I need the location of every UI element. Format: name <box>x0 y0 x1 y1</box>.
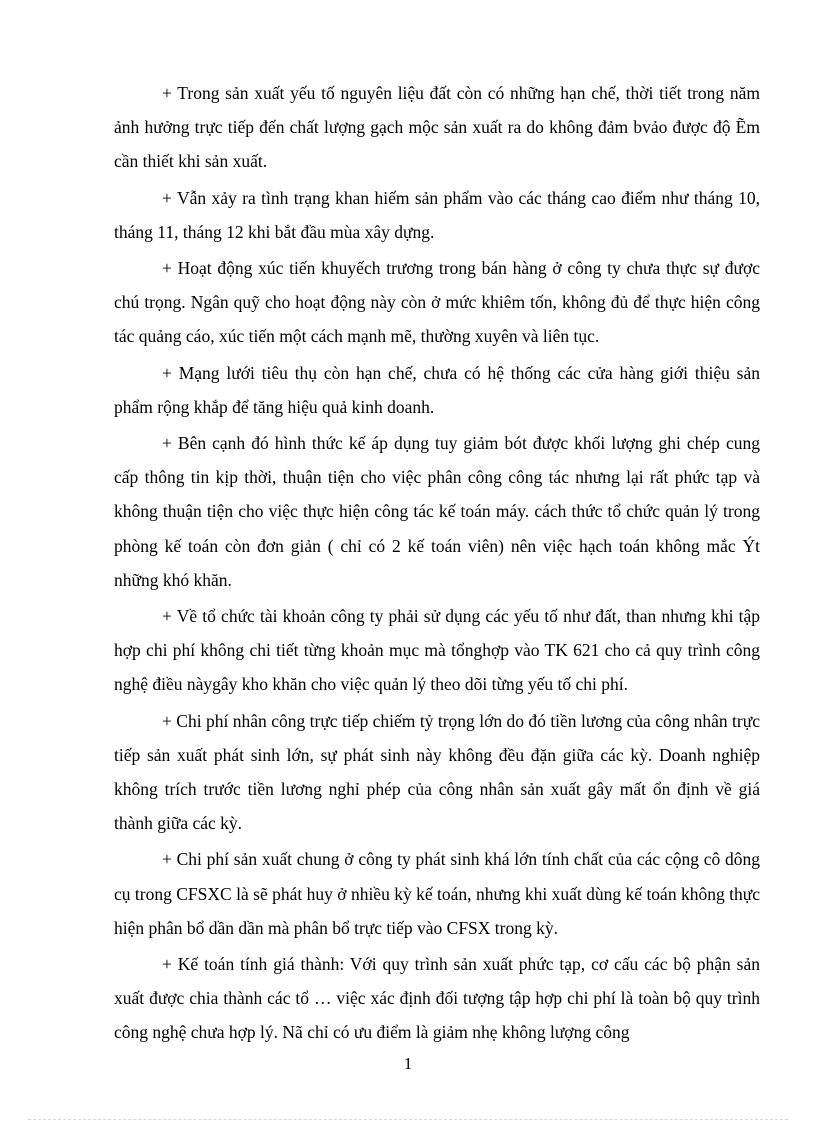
paragraph-product-shortage: + Vẫn xảy ra tình trạng khan hiếm sản phẩm vào các tháng cao điểm như tháng 10, tháng 11, tháng 12 khi bắt đầu mùa xây dựng. <box>114 187 760 242</box>
paragraph-accounting-form: + Bên cạnh đó hình thức kế áp dụng tuy giảm bót được khối lượng ghi chép cung cấp thông tin kịp thời, thuận tiện cho việc phân công công tác nhưng lại rất phức tạp và không thuận tiện cho việc thực hiện công tác kế toán máy. cách thức tổ chức quản lý trong phòng kế toán còn đơn giản ( chỉ có 2 kế toán viên) nên việc hạch toán không mắc Ýt những khó khăn. <box>114 433 760 590</box>
page-bottom-edge <box>28 1119 788 1120</box>
page-number: 1 <box>403 1054 413 1073</box>
paragraph-cost-calculation: + Kế toán tính giá thành: Với quy trình sản xuất phức tạp, cơ cấu các bộ phận sản xuất được chia thành các tổ … việc xác định đối tượng tập hợp chi phí là toàn bộ quy trình công nghệ chưa hợp lý. Nã chỉ có ưu điểm là giảm nhẹ không lượng công <box>114 954 760 1043</box>
paragraph-distribution-network: + Mạng lưới tiêu thụ còn hạn chế, chưa có hệ thống các cửa hàng giới thiệu sản phẩm rộng khắp để tăng hiệu quả kinh doanh. <box>114 362 760 417</box>
paragraph-raw-material-limits: + Trong sản xuất yếu tố nguyên liệu đất còn có những hạn chế, thời tiết trong năm ảnh hưởng trực tiếp đến chất lượng gạch mộc sản xuất ra do không đảm bvảo được độ Ẽm cần thiết khi sản xuất. <box>114 83 760 172</box>
paragraph-account-organization: + Về tổ chức tài khoản công ty phải sử dụng các yếu tố như đất, than nhưng khi tập hợp chi phí không chi tiết từng khoản mục mà tổnghợp vào TK 621 cho cả quy trình công nghệ điều nàygây kho khăn cho việc quản lý theo dõi từng yếu tố chi phí. <box>114 606 760 695</box>
paragraph-direct-labor-cost: + Chi phí nhân công trực tiếp chiếm tỷ trọng lớn do đó tiền lương của công nhân trực tiếp sản xuất phát sinh lớn, sự phát sinh này không đều đặn giữa các kỳ. Doanh nghiệp không trích trước tiền lương nghỉ phép của công nhân sản xuất gây mất ổn định về giá thành giữa các kỳ. <box>114 710 760 834</box>
paragraph-sales-promotion: + Hoạt động xúc tiến khuyếch trương trong bán hàng ở công ty chưa thực sự được chú trọng. Ngân quỹ cho hoạt động này còn ở mức khiêm tốn, không đủ để thực hiện công tác quảng cáo, xúc tiến một cách mạnh mẽ, thường xuyên và liên tục. <box>114 258 760 347</box>
paragraph-overhead-cost: + Chi phí sản xuất chung ở công ty phát sinh khá lớn tính chất của các cộng cô dông cụ trong CFSXC là sẽ phát huy ở nhiều kỳ kế toán, nhưng khi xuất dùng kế toán không thực hiện phân bổ dần dần mà phân bổ trực tiếp vào CFSX trong kỳ. <box>114 849 760 938</box>
document-body <box>114 76 760 1052</box>
